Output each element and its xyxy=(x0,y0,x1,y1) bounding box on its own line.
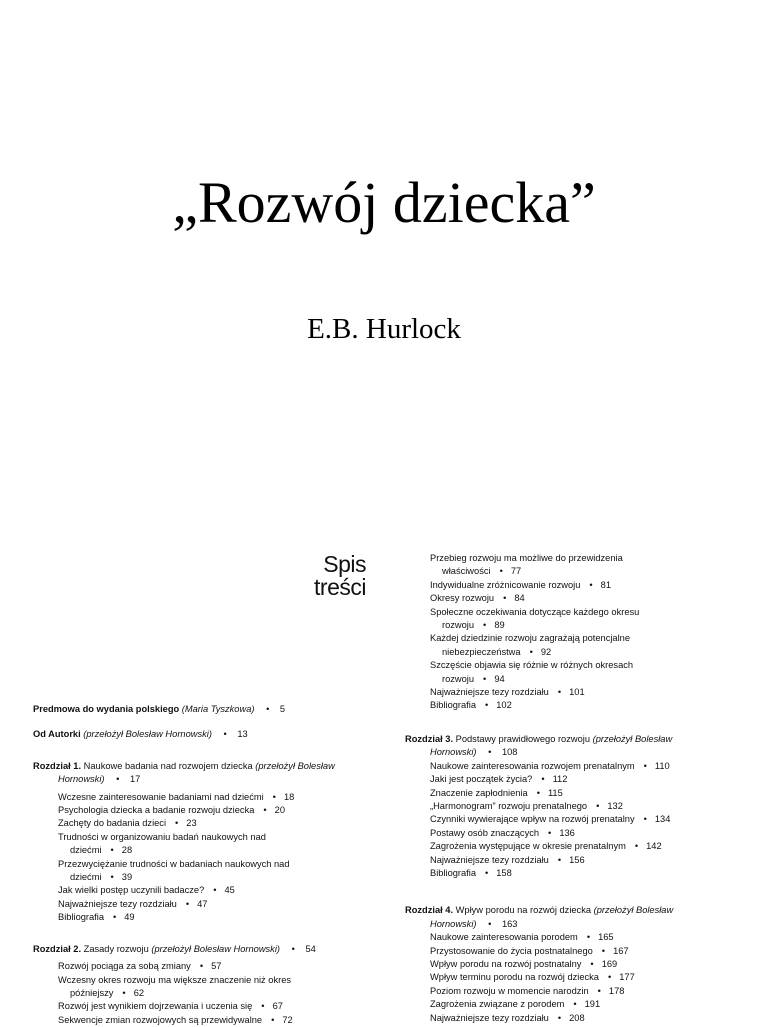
toc-page-number: 18 xyxy=(283,791,295,802)
toc-item xyxy=(405,854,755,867)
toc-item xyxy=(405,867,755,880)
toc-item-text: Znaczenie zapłodnienia xyxy=(430,787,528,798)
toc-bullet: • xyxy=(261,1001,265,1012)
toc-page-number: 167 xyxy=(613,945,629,956)
toc-bullet: • xyxy=(596,800,600,811)
toc-bullet: • xyxy=(223,729,227,740)
toc-item-text: Wpływ porodu na rozwój postnatalny xyxy=(430,958,582,969)
toc-item xyxy=(33,960,373,973)
toc-page-number: 81 xyxy=(600,579,611,590)
toc-bullet: • xyxy=(488,747,492,758)
chapter-translator: Hornowski) xyxy=(58,774,105,785)
toc-item-text: Poziom rozwoju w momencie narodzin xyxy=(430,985,589,996)
toc-heading xyxy=(302,553,366,599)
toc-page-number: 84 xyxy=(514,593,525,604)
toc-bullet: • xyxy=(548,827,552,838)
toc-entry-translator: (przełożył Bolesław Hornowski) xyxy=(83,729,212,740)
toc-item xyxy=(405,931,755,944)
toc-item-text: Przebieg rozwoju ma możliwe do przewidzenia xyxy=(430,553,623,563)
toc-item-text: Zagrożenia związane z porodem xyxy=(430,999,565,1010)
toc-item-text: Sekwencje zmian rozwojowych są przewidywalne xyxy=(58,1014,263,1025)
toc-bullet: • xyxy=(589,579,593,590)
toc-item-text: Psychologia dziecka a badanie rozwoju dziecka xyxy=(58,805,255,816)
toc-chapter-3 xyxy=(405,733,755,880)
toc-item xyxy=(33,831,373,844)
toc-bullet: • xyxy=(483,620,487,631)
toc-left-column xyxy=(33,703,373,1027)
chapter-translator: (przełożył Bolesław xyxy=(255,760,335,771)
toc-entry-label: Predmowa do wydania polskiego xyxy=(33,704,180,714)
toc-bullet: • xyxy=(499,566,503,577)
toc-page-number: 178 xyxy=(608,985,625,996)
toc-item-text: Społeczne oczekiwania dotyczące każdego okresu xyxy=(430,606,640,617)
toc-item xyxy=(405,632,755,645)
toc-item-text: Najważniejsze tezy rozdziału xyxy=(430,854,549,865)
toc-item xyxy=(405,945,755,958)
toc-page-number: 158 xyxy=(496,867,512,878)
chapter-heading-cont xyxy=(33,773,373,786)
toc-bullet: • xyxy=(643,814,647,825)
toc-bullet: • xyxy=(485,867,489,878)
toc-item-text: Jaki jest początek życia? xyxy=(430,774,533,785)
toc-page-number: 77 xyxy=(510,566,522,577)
toc-chapter-2 xyxy=(33,943,373,1027)
chapter-translator: (przełożył Bolesław Hornowski) xyxy=(151,943,280,954)
toc-item-text: dziećmi xyxy=(70,845,102,856)
toc-page-number: 102 xyxy=(496,700,512,711)
toc-item xyxy=(33,884,373,897)
toc-item-text: właściwości xyxy=(442,566,491,577)
toc-page-number: 67 xyxy=(272,1001,283,1012)
toc-item xyxy=(33,898,373,911)
toc-bullet: • xyxy=(536,787,540,798)
chapter-heading-cont xyxy=(405,746,755,759)
toc-page-number: 110 xyxy=(654,760,670,771)
toc-bullet: • xyxy=(597,985,601,996)
toc-item xyxy=(405,971,755,984)
toc-item xyxy=(405,998,755,1011)
toc-page-number: 134 xyxy=(654,814,671,825)
toc-bullet: • xyxy=(601,945,606,956)
toc-item xyxy=(405,787,755,800)
toc-page-number: 54 xyxy=(305,943,316,954)
toc-page-number: 132 xyxy=(607,800,623,811)
toc-page-number: 72 xyxy=(282,1014,293,1025)
toc-item-text: późniejszy xyxy=(70,987,114,998)
toc-item-cont xyxy=(33,987,373,1000)
toc-item-text: niebezpieczeństwa xyxy=(442,646,521,657)
chapter-translator: (przełożył Bolesław xyxy=(592,733,673,744)
toc-item-text: Czynniki wywierające wpływ na rozwój prenatalny xyxy=(430,814,635,825)
toc-item xyxy=(33,791,373,804)
toc-bullet: • xyxy=(643,760,647,771)
toc-page-number: 108 xyxy=(501,747,518,758)
toc-item-text: Wczesne zainteresowanie badaniami nad dziećmi xyxy=(58,791,264,802)
toc-item-text: Wczesny okres rozwoju ma większe znaczenie niż okres xyxy=(58,974,292,985)
toc-right-column xyxy=(405,552,755,1025)
chapter-number: Rozdział 1. xyxy=(33,760,82,771)
toc-item-cont xyxy=(405,673,755,686)
toc-page-number: 165 xyxy=(598,932,614,943)
toc-bullet: • xyxy=(271,1014,275,1025)
toc-page-number: 57 xyxy=(211,961,222,972)
chapter-heading xyxy=(33,760,373,773)
toc-item xyxy=(405,699,755,712)
toc-page-number: 142 xyxy=(646,841,662,852)
toc-page-number: 94 xyxy=(494,673,505,684)
book-title: „Rozwój dziecka” xyxy=(172,170,596,235)
toc-item-text: Rozwój pociąga za sobą zmiany xyxy=(58,961,191,972)
toc-item-cont xyxy=(33,844,373,857)
toc-bullet: • xyxy=(291,943,295,954)
chapter-translator: (przełożył Bolesław xyxy=(593,905,674,916)
toc-bullet: • xyxy=(503,593,507,604)
toc-chapter-1 xyxy=(33,760,373,925)
toc-page-number: 101 xyxy=(569,687,585,698)
toc-chapter-4 xyxy=(405,904,755,1025)
toc-item xyxy=(33,817,373,830)
toc-bullet: • xyxy=(557,1012,562,1023)
toc-item-text: Najważniejsze tezy rozdziału xyxy=(430,687,549,698)
toc-bullet: • xyxy=(175,818,179,829)
toc-item xyxy=(33,1000,373,1013)
toc-bullet: • xyxy=(590,958,594,969)
toc-bullet: • xyxy=(607,972,612,983)
toc-page-number: 39 xyxy=(121,872,133,883)
chapter-title: Wpływ porodu na rozwój dziecka xyxy=(455,905,592,916)
toc-item-cont xyxy=(33,871,373,884)
toc-item-text: Szczęście objawia się różnie w różnych okresach xyxy=(430,660,634,671)
chapter-heading xyxy=(405,904,755,917)
toc-item xyxy=(405,800,755,813)
toc-item xyxy=(405,958,755,971)
toc-item xyxy=(405,840,755,853)
toc-item-text: Przystosowanie do życia postnatalnego xyxy=(430,945,593,956)
toc-item xyxy=(33,911,373,924)
toc-item-text: dziećmi xyxy=(70,872,102,883)
toc-bullet: • xyxy=(110,872,114,883)
toc-item-text: Zachęty do badania dzieci xyxy=(58,818,167,829)
toc-page-number: 5 xyxy=(279,704,286,714)
toc-page-number: 156 xyxy=(569,854,585,865)
toc-bullet: • xyxy=(185,898,190,909)
toc-page-number: 62 xyxy=(133,987,145,998)
toc-item-text: Bibliografia xyxy=(430,867,476,878)
toc-item xyxy=(405,686,755,699)
toc-item xyxy=(405,827,755,840)
toc-bullet: • xyxy=(116,774,120,785)
toc-item-text: Postawy osób znaczących xyxy=(430,827,540,838)
toc-chapter-2-continued xyxy=(405,552,755,713)
toc-item xyxy=(33,974,373,987)
toc-item-text: Bibliografia xyxy=(58,912,104,923)
chapter-number: Rozdział 2. xyxy=(33,943,82,954)
toc-item xyxy=(33,804,373,817)
toc-bullet: • xyxy=(529,646,533,657)
chapter-heading xyxy=(405,733,755,746)
toc-item-text: Wpływ terminu porodu na rozwój dziecka xyxy=(430,972,599,983)
toc-page-number: 89 xyxy=(494,620,505,631)
toc-bullet: • xyxy=(541,774,545,785)
toc-bullet: • xyxy=(557,854,562,865)
toc-bullet: • xyxy=(485,700,489,711)
toc-page-number: 45 xyxy=(224,885,235,896)
toc-page-number: 49 xyxy=(124,912,135,923)
toc-page-number: 47 xyxy=(197,898,208,909)
toc-item xyxy=(405,760,755,773)
chapter-heading xyxy=(33,943,373,956)
toc-item-text: rozwoju xyxy=(442,620,475,631)
toc-bullet: • xyxy=(634,841,639,852)
toc-bullet: • xyxy=(213,885,217,896)
toc-item xyxy=(405,813,755,826)
toc-item-text: Naukowe zainteresowania rozwojem prenatalnym xyxy=(430,760,635,771)
toc-item-text: Indywidualne zróżnicowanie rozwoju xyxy=(430,579,581,590)
toc-item-cont xyxy=(405,619,755,632)
toc-heading-line1: Spis xyxy=(323,551,366,577)
toc-bullet: • xyxy=(113,912,117,923)
toc-item-text: Jak wielki postęp uczynili badacze? xyxy=(58,885,205,896)
toc-page-number: 17 xyxy=(129,774,141,785)
toc-page-number: 169 xyxy=(601,958,618,969)
toc-page-number: 136 xyxy=(559,827,575,838)
toc-bullet: • xyxy=(586,932,591,943)
toc-item-text: Najważniejsze tezy rozdziału xyxy=(430,1012,549,1023)
toc-item xyxy=(405,985,755,998)
toc-item xyxy=(33,1014,373,1027)
toc-bullet: • xyxy=(557,687,562,698)
toc-bullet: • xyxy=(573,999,577,1010)
toc-page-number: 177 xyxy=(619,972,635,983)
toc-item-cont xyxy=(405,565,755,578)
toc-page-number: 115 xyxy=(547,787,563,798)
chapter-heading-cont xyxy=(405,918,755,931)
toc-entry-predmowa xyxy=(33,703,373,716)
toc-item-text: Przezwyciężanie trudności w badaniach naukowych nad xyxy=(58,858,290,869)
toc-bullet: • xyxy=(199,961,204,972)
toc-item xyxy=(405,773,755,786)
toc-item xyxy=(405,606,755,619)
toc-item xyxy=(405,659,755,672)
book-author: E.B. Hurlock xyxy=(307,313,461,345)
toc-entry-od-autorki xyxy=(33,728,373,741)
toc-item-text: Każdej dziedzinie rozwoju zagrażają potencjalne xyxy=(430,633,631,644)
toc-item-text: „Harmonogram” rozwoju prenatalnego xyxy=(430,800,588,811)
chapter-number: Rozdział 4. xyxy=(405,905,454,916)
toc-page-number: 20 xyxy=(274,805,285,816)
toc-bullet: • xyxy=(110,845,114,856)
toc-item-text: rozwoju xyxy=(442,673,475,684)
toc-item xyxy=(405,552,755,565)
toc-item-text: Rozwój jest wynikiem dojrzewania i uczenia się xyxy=(58,1001,253,1012)
toc-page-number: 191 xyxy=(584,999,601,1010)
toc-item xyxy=(33,858,373,871)
toc-entry-translator: (Maria Tyszkowa) xyxy=(181,704,255,714)
toc-bullet: • xyxy=(263,805,267,816)
toc-entry-label: Od Autorki xyxy=(33,729,81,740)
toc-heading-line2: treści xyxy=(314,574,366,600)
toc-page-number: 92 xyxy=(540,646,552,657)
toc-item xyxy=(405,592,755,605)
toc-page-number: 208 xyxy=(569,1012,585,1023)
toc-item xyxy=(405,1012,755,1025)
toc-bullet: • xyxy=(272,791,276,802)
toc-item-text: Najważniejsze tezy rozdziału xyxy=(58,898,177,909)
toc-page-number: 163 xyxy=(501,918,518,929)
toc-bullet: • xyxy=(122,987,126,998)
toc-bullet: • xyxy=(483,673,487,684)
chapter-title: Zasady rozwoju xyxy=(83,943,149,954)
chapter-title: Podstawy prawidłowego rozwoju xyxy=(455,733,590,744)
toc-item-text: Bibliografia xyxy=(430,700,476,711)
toc-item-text: Zagrożenia występujące w okresie prenatalnym xyxy=(430,841,626,852)
toc-bullet: • xyxy=(488,918,492,929)
toc-page-number: 13 xyxy=(237,729,248,740)
chapter-number: Rozdział 3. xyxy=(405,733,454,744)
toc-page-number: 112 xyxy=(552,774,568,785)
toc-item-text: Okresy rozwoju xyxy=(430,593,495,604)
chapter-translator: Hornowski) xyxy=(430,918,477,929)
toc-item-cont xyxy=(405,646,755,659)
toc-page-number: 28 xyxy=(121,845,133,856)
chapter-title: Naukowe badania nad rozwojem dziecka xyxy=(83,760,253,771)
chapter-translator: Hornowski) xyxy=(430,747,477,758)
toc-item xyxy=(405,579,755,592)
toc-bullet: • xyxy=(266,704,270,714)
toc-item-text: Naukowe zainteresowania porodem xyxy=(430,932,578,943)
toc-page-number: 23 xyxy=(186,818,197,829)
toc-item-text: Trudności w organizowaniu badań naukowych nad xyxy=(58,831,266,842)
